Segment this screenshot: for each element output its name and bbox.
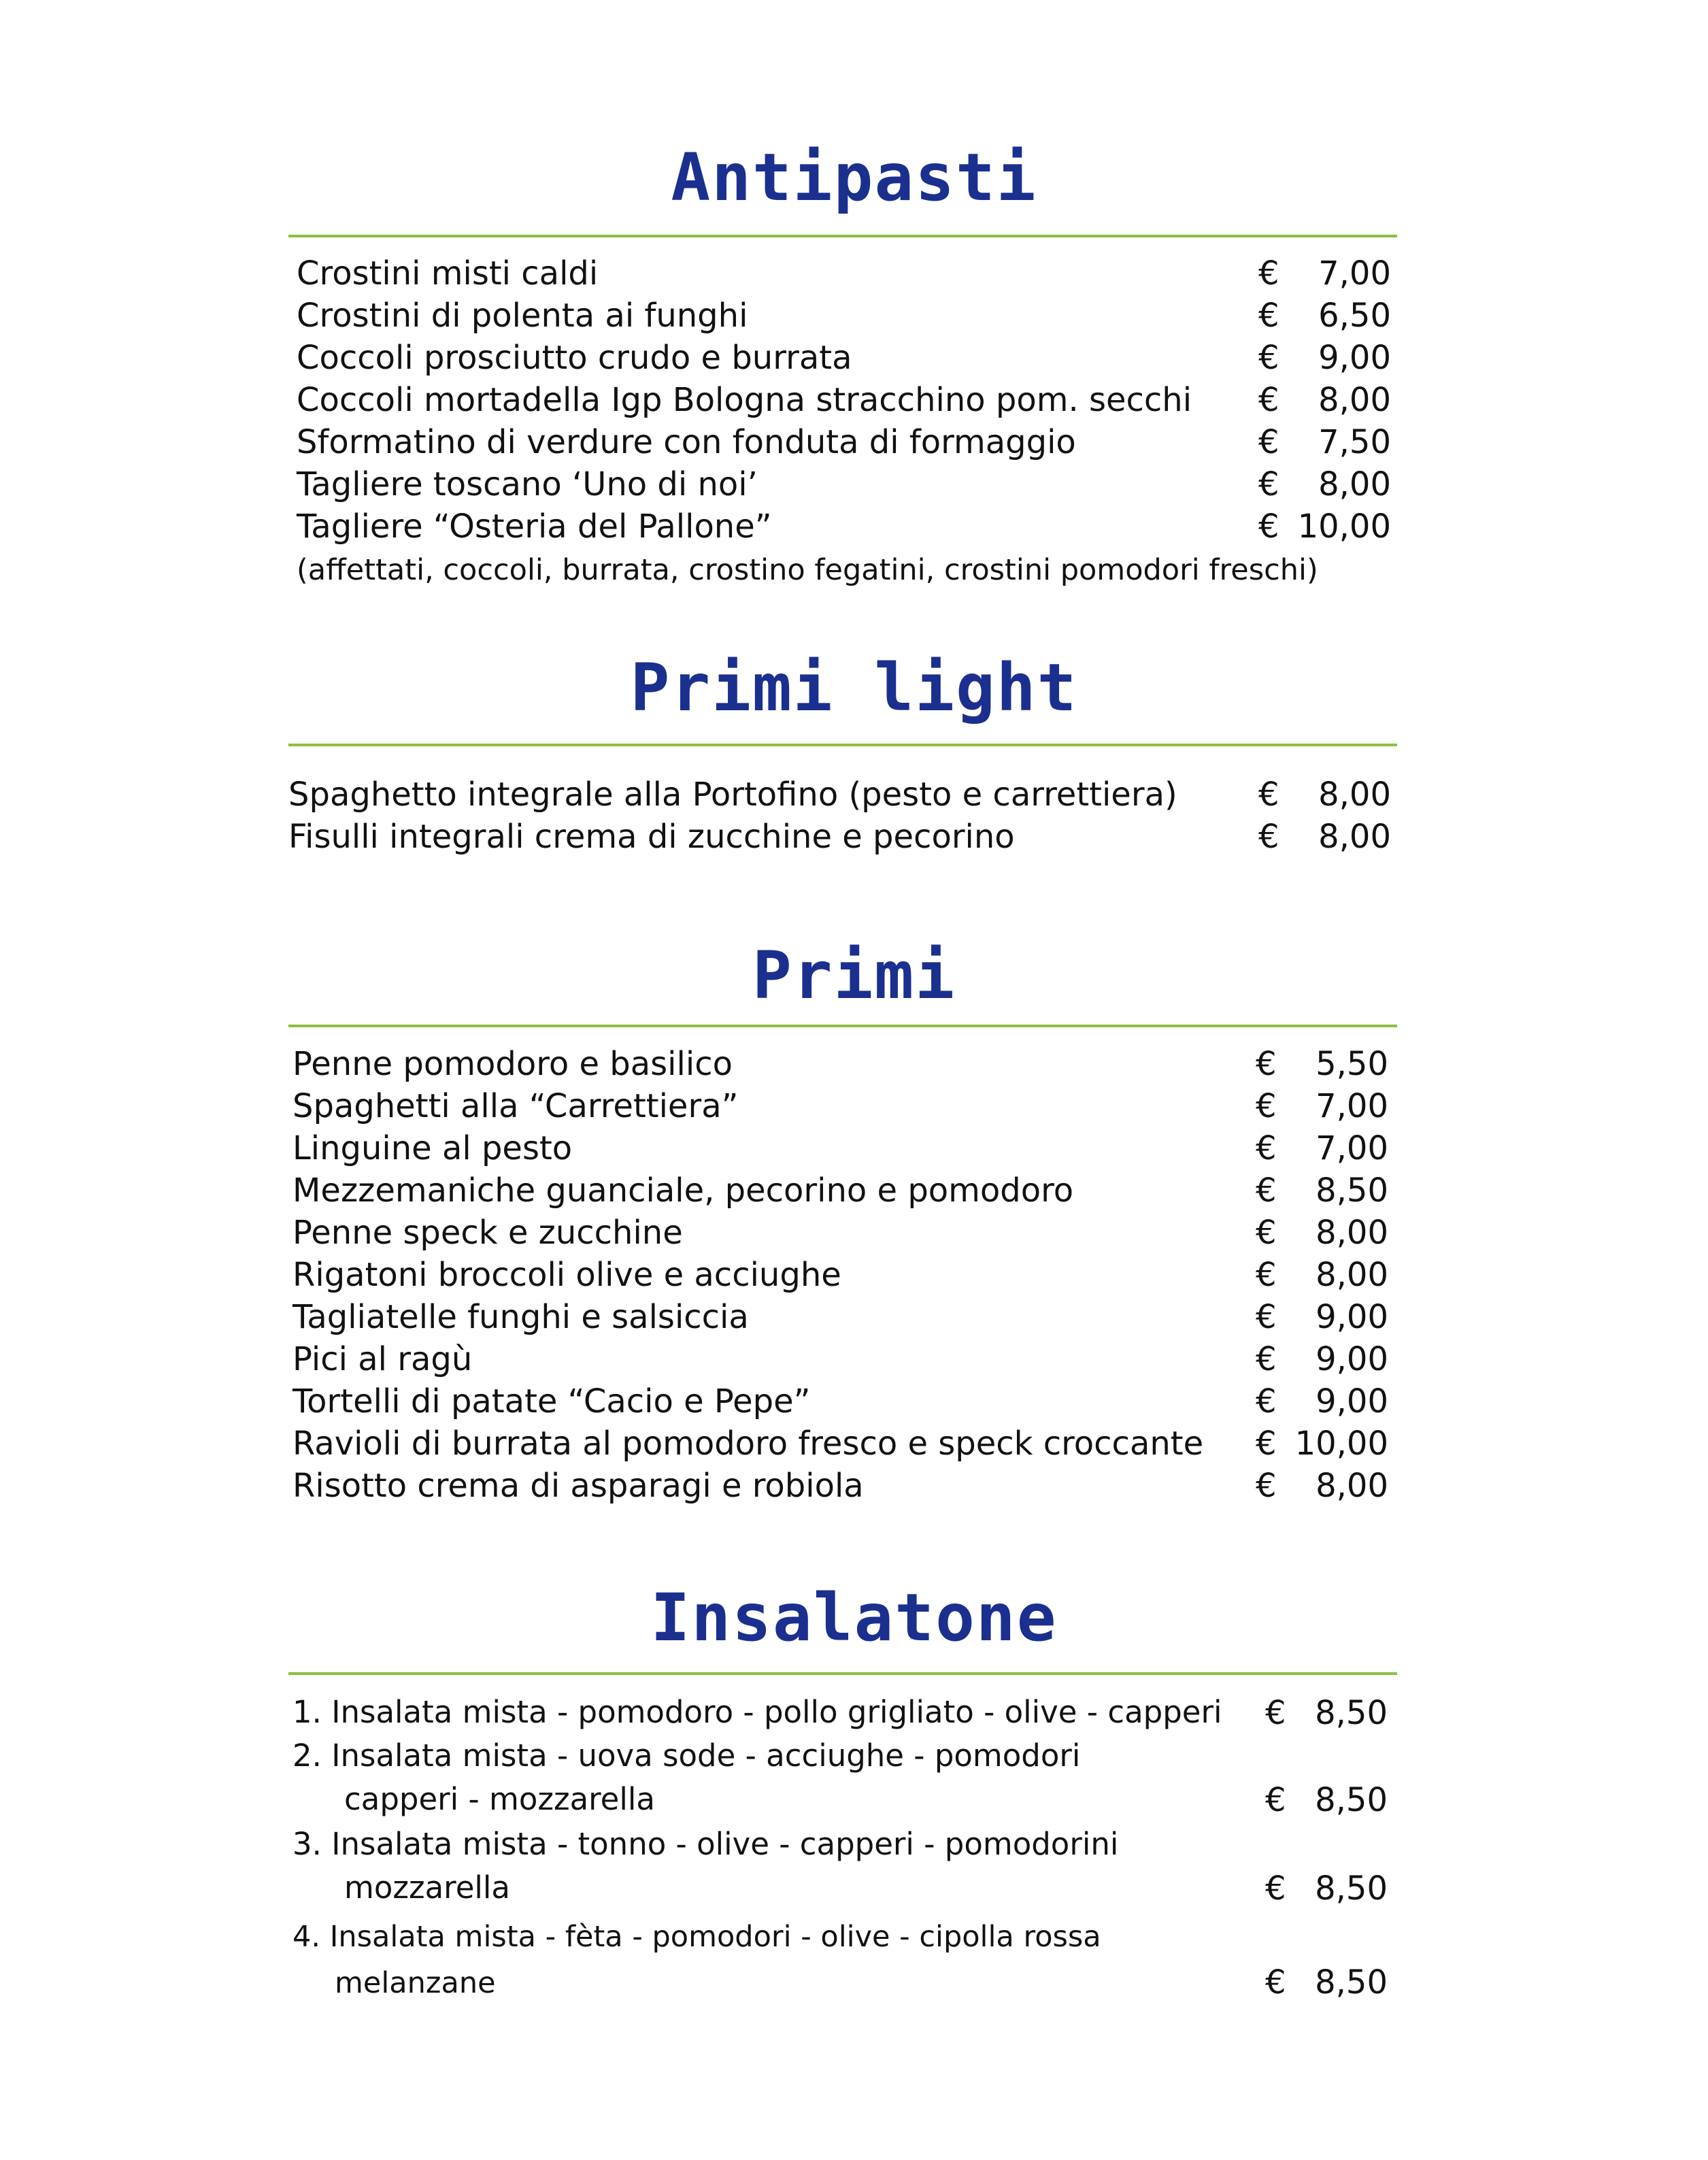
salad-item-line: mozzarella bbox=[344, 1870, 510, 1906]
salad-item-line: 2. Insalata mista - uova sode - acciughe - pomodori bbox=[292, 1738, 1081, 1774]
menu-item-name: Spaghetti alla “Carrettiera” bbox=[292, 1087, 739, 1125]
menu-item-name: Coccoli mortadella Igp Bologna stracchino pom. secchi bbox=[297, 381, 1192, 419]
menu-item-name: Rigatoni broccoli olive e acciughe bbox=[292, 1256, 841, 1294]
menu-item-name: Spaghetto integrale alla Portofino (pesto e carrettiera) bbox=[288, 776, 1177, 814]
menu-item-note: (affettati, coccoli, burrata, crostino fegatini, crostini pomodori freschi) bbox=[297, 553, 1318, 587]
menu-item-name: Coccoli prosciutto crudo e burrata bbox=[297, 339, 852, 377]
menu-item-name: Risotto crema di asparagi e robiola bbox=[292, 1467, 864, 1505]
salad-item-line: 4. Insalata mista - fèta - pomodori - olive - cipolla rossa bbox=[292, 1920, 1101, 1954]
salad-item-line: 3. Insalata mista - tonno - olive - capperi - pomodorini bbox=[292, 1826, 1119, 1862]
section-divider bbox=[288, 1025, 1397, 1027]
section-divider bbox=[288, 744, 1397, 746]
salad-item-line: capperi - mozzarella bbox=[344, 1781, 655, 1817]
section-title-primi: Primi bbox=[752, 937, 956, 1014]
menu-item-name: Crostini di polenta ai funghi bbox=[297, 297, 748, 335]
section-title-primi-light: Primi light bbox=[630, 650, 1078, 726]
salad-item-line: melanzane bbox=[335, 1966, 496, 2000]
menu-item-name: Fisulli integrali crema di zucchine e pecorino bbox=[288, 818, 1015, 856]
menu-item-name: Tagliere toscano ‘Uno di noi’ bbox=[297, 465, 758, 503]
menu-item-name: Ravioli di burrata al pomodoro fresco e speck croccante bbox=[292, 1425, 1204, 1463]
menu-item-name: Tagliatelle funghi e salsiccia bbox=[292, 1298, 749, 1336]
section-title-antipasti: Antipasti bbox=[671, 139, 1037, 216]
menu-item-name: Penne speck e zucchine bbox=[292, 1214, 683, 1252]
section-divider bbox=[288, 235, 1397, 237]
menu-item-name: Mezzemaniche guanciale, pecorino e pomodoro bbox=[292, 1172, 1074, 1210]
menu-item-name: Crostini misti caldi bbox=[297, 254, 599, 293]
menu-item-name: Tagliere “Osteria del Pallone” bbox=[297, 508, 772, 546]
salad-item-line: 1. Insalata mista - pomodoro - pollo grigliato - olive - capperi bbox=[292, 1694, 1222, 1730]
menu-item-name: Tortelli di patate “Cacio e Pepe” bbox=[292, 1382, 811, 1420]
menu-item-name: Penne pomodoro e basilico bbox=[292, 1045, 733, 1083]
menu-item-name: Pici al ragù bbox=[292, 1340, 473, 1378]
menu-item-name: Sformatino di verdure con fonduta di formaggio bbox=[297, 423, 1076, 461]
section-title-insalatone: Insalatone bbox=[650, 1580, 1058, 1656]
menu-item-name: Linguine al pesto bbox=[292, 1129, 573, 1167]
section-divider bbox=[288, 1672, 1397, 1675]
